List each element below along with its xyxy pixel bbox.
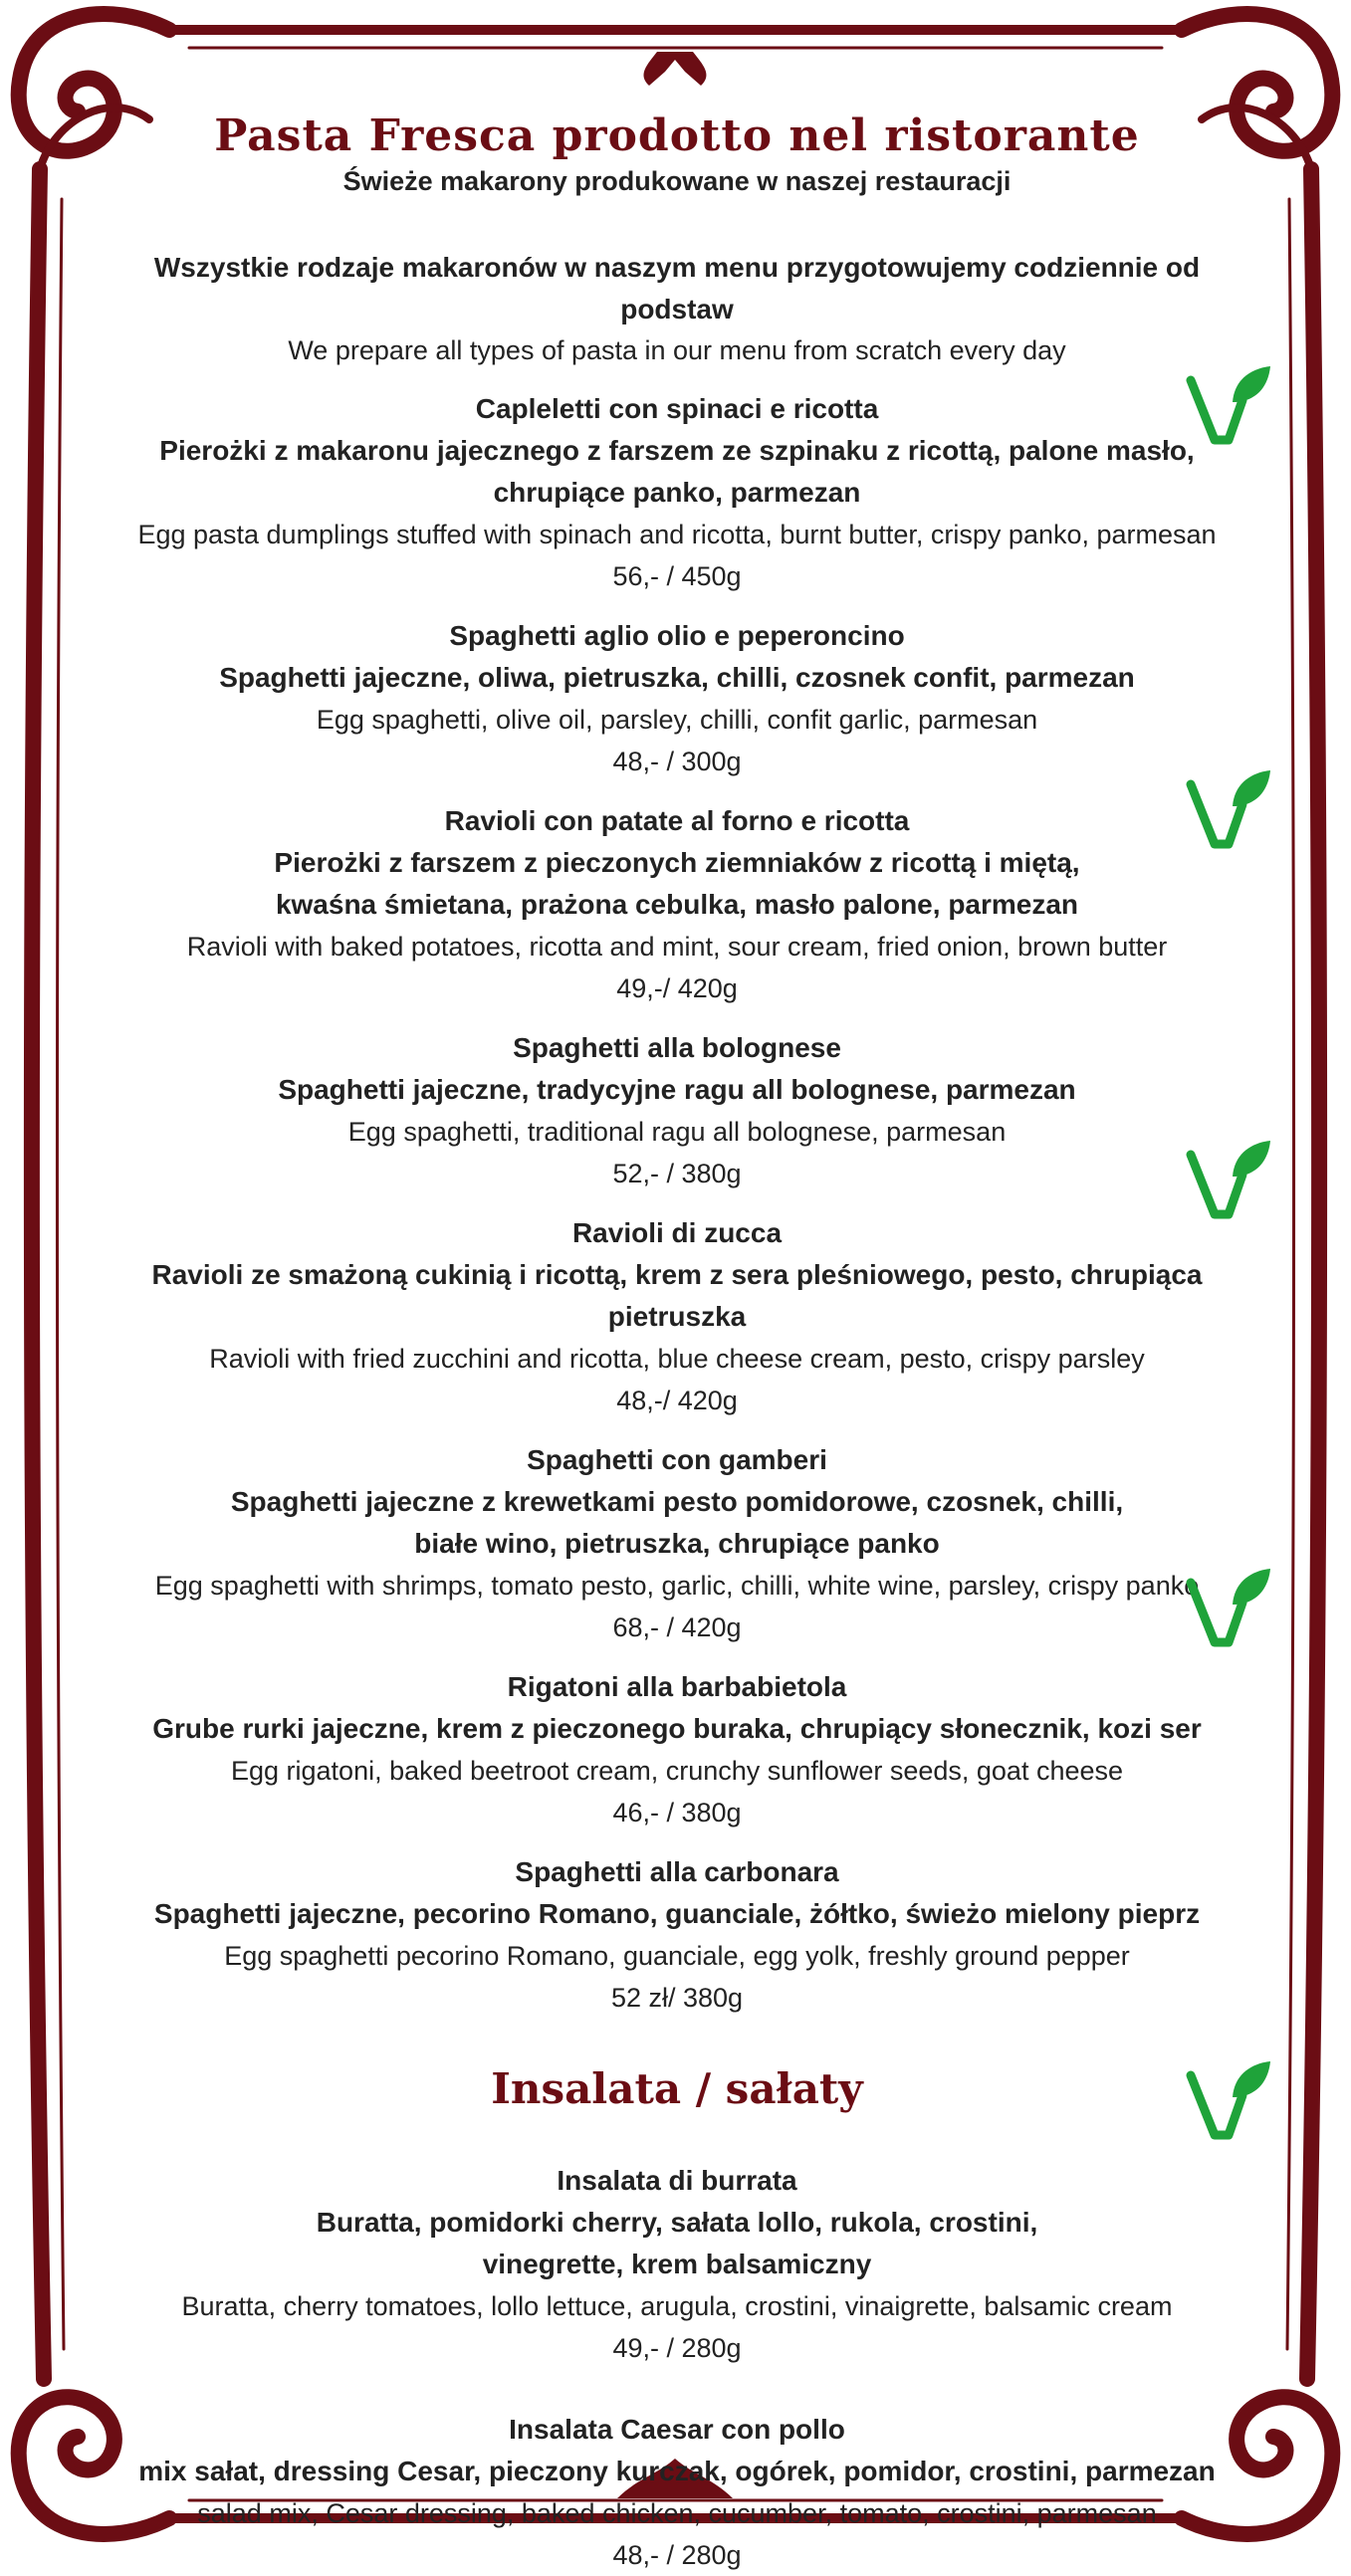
page-subtitle: Świeże makarony produkowane w naszej restauracji: [342, 166, 1012, 196]
item-price: 49,- / 280g: [612, 2333, 742, 2363]
item-description-en: Egg spaghetti, traditional ragu all bolognese, parmesan: [347, 1117, 1007, 1147]
item-description-pl: Spaghetti jajeczne z krewetkami pesto pomidorowe, czosnek, chilli,: [230, 1486, 1124, 1517]
item-description-en: Ravioli with baked potatoes, ricotta and mint, sour cream, fried onion, brown butter: [186, 932, 1168, 962]
item-name: Spaghetti alla bolognese: [513, 1032, 841, 1063]
vegetarian-leaf-icon: [1183, 2055, 1272, 2145]
item-description-pl: Spaghetti jajeczne, tradycyjne ragu all bolognese, parmezan: [278, 1074, 1076, 1105]
item-description-pl: Spaghetti jajeczne, pecorino Romano, guanciale, żółtko, świeżo mielony pieprz: [153, 1898, 1201, 1929]
intro-en: We prepare all types of pasta in our menu from scratch every day: [288, 335, 1066, 365]
vegetarian-leaf-icon: [1183, 1135, 1272, 1224]
menu-item: [100, 800, 1254, 1009]
item-description-pl: białe wino, pietruszka, chrupiące panko: [414, 1528, 940, 1559]
item-description-pl: mix sałat, dressing Cesar, pieczony kurczak, ogórek, pomidor, crostini, parmezan: [138, 2456, 1216, 2486]
item-description-en: Ravioli with fried zucchini and ricotta, blue cheese cream, pesto, crispy parsley: [209, 1344, 1145, 1374]
item-name: Ravioli di zucca: [571, 1217, 783, 1248]
menu-item: [100, 1851, 1254, 2019]
item-description-en: Egg rigatoni, baked beetroot cream, crunchy sunflower seeds, goat cheese: [230, 1756, 1124, 1786]
vegetarian-leaf-icon: [1183, 360, 1272, 450]
item-description-en: Egg spaghetti pecorino Romano, guanciale, egg yolk, freshly ground pepper: [224, 1941, 1130, 1971]
item-name: Spaghetti alla carbonara: [515, 1856, 839, 1887]
item-description-en: Egg spaghetti with shrimps, tomato pesto, garlic, chilli, white wine, parsley, crispy panko: [154, 1571, 1200, 1601]
item-description-pl: vinegrette, krem balsamiczny: [482, 2249, 872, 2279]
section-title-salads: Insalata / sałaty: [491, 2064, 863, 2113]
item-name: Capleletti con spinaci e ricotta: [475, 393, 879, 424]
item-description-en: Buratta, cherry tomatoes, lollo lettuce, arugula, crostini, vinaigrette, balsamic cream: [181, 2291, 1173, 2321]
item-name: Spaghetti con gamberi: [527, 1444, 827, 1475]
item-description-pl: Ravioli ze smażoną cukinią i ricottą, krem z sera pleśniowego, pesto, chrupiąca pietruszka: [151, 1259, 1203, 1332]
item-description-pl: chrupiące panko, parmezan: [493, 477, 861, 508]
item-description-pl: Pierożki z farszem z pieczonych ziemniaków z ricottą i miętą,: [274, 847, 1080, 878]
item-name: Rigatoni alla barbabietola: [507, 1671, 847, 1702]
item-price: 46,- / 380g: [612, 1798, 742, 1827]
page-title: Pasta Fresca prodotto nel ristorante: [214, 110, 1140, 161]
item-name: Spaghetti aglio olio e peperoncino: [449, 620, 905, 651]
menu-item: [100, 1439, 1254, 1648]
menu-item: [100, 2409, 1254, 2576]
item-price: 56,- / 450g: [612, 561, 742, 591]
item-description-pl: kwaśna śmietana, prażona cebulka, masło palone, parmezan: [275, 889, 1079, 920]
item-name: Ravioli con patate al forno e ricotta: [444, 805, 910, 836]
item-name: Insalata Caesar con pollo: [509, 2414, 845, 2445]
item-description-en: Egg pasta dumplings stuffed with spinach and ricotta, burnt butter, crispy panko, parmesan: [137, 520, 1217, 549]
vegetarian-leaf-icon: [1183, 764, 1272, 854]
item-price: 52,- / 380g: [612, 1159, 742, 1188]
menu-item: [100, 1212, 1254, 1421]
intro-text: [100, 247, 1254, 370]
item-description-pl: Grube rurki jajeczne, krem z pieczonego buraka, chrupiący słonecznik, kozi ser: [152, 1713, 1202, 1744]
item-price: 48,- / 300g: [612, 747, 742, 776]
menu-item: [100, 1666, 1254, 1833]
item-price: 52 zł/ 380g: [610, 1983, 744, 2013]
intro-pl: Wszystkie rodzaje makaronów w naszym menu przygotowujemy codziennie od podstaw: [153, 252, 1201, 324]
menu-item: [100, 615, 1254, 782]
item-price: 49,-/ 420g: [616, 973, 738, 1003]
item-name: Insalata di burrata: [557, 2165, 797, 2196]
menu-item: [100, 1027, 1254, 1194]
menu-item: [100, 388, 1254, 597]
item-price: 48,-/ 420g: [616, 1386, 738, 1415]
menu-item: [100, 2160, 1254, 2369]
item-price: 48,- / 280g: [612, 2540, 742, 2570]
item-description-pl: Pierożki z makaronu jajecznego z farszem ze szpinaku z ricottą, palone masło,: [159, 435, 1195, 466]
item-description-en: salad mix, Cesar dressing, baked chicken, cucumber, tomato, crostini, parmesan: [197, 2498, 1157, 2528]
item-description-pl: Spaghetti jajeczne, oliwa, pietruszka, chilli, czosnek confit, parmezan: [219, 662, 1135, 693]
vegetarian-leaf-icon: [1183, 1563, 1272, 1652]
item-description-en: Egg spaghetti, olive oil, parsley, chilli, confit garlic, parmesan: [316, 705, 1038, 735]
item-description-pl: Buratta, pomidorki cherry, sałata lollo, rukola, crostini,: [316, 2207, 1038, 2238]
item-price: 68,- / 420g: [612, 1612, 742, 1642]
menu-content: [100, 109, 1254, 2576]
